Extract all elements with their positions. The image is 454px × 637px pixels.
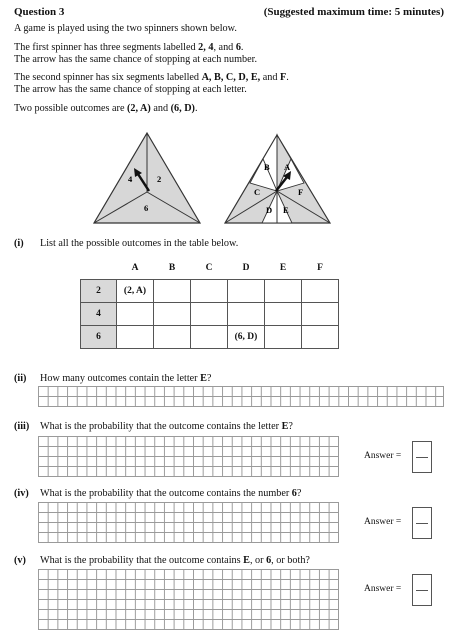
outcome-cell[interactable] <box>302 303 339 326</box>
column-header-e: E <box>265 257 302 280</box>
part-i-question: (i) List all the possible outcomes in the table below. <box>14 238 239 249</box>
part-iii-question: (iii) What is the probability that the outcome contains the letter E? <box>14 421 293 432</box>
column-header-a: A <box>117 257 154 280</box>
part-v-question: (v) What is the probability that the outcome contains E, or 6, or both? <box>14 555 310 566</box>
table-row <box>81 280 339 303</box>
spinner-2-label-c: C <box>254 187 261 197</box>
spinner-1-label-6: 6 <box>144 203 149 213</box>
outcome-cell[interactable] <box>302 280 339 303</box>
outcome-cell[interactable] <box>228 303 265 326</box>
answer-label-v: Answer = <box>364 584 402 594</box>
outcome-cell[interactable] <box>191 303 228 326</box>
column-header-c: C <box>191 257 228 280</box>
table-row <box>81 303 339 326</box>
intro-line-2: The first spinner has three segments labelled 2, 4, and 6. <box>14 42 244 53</box>
column-header-f: F <box>302 257 339 280</box>
outcome-cell[interactable] <box>117 326 154 349</box>
outcome-cell[interactable] <box>302 326 339 349</box>
answer-grid-iv[interactable] <box>38 502 339 543</box>
outcome-cell[interactable] <box>265 303 302 326</box>
outcome-cell[interactable]: (2, A) <box>117 280 154 303</box>
outcome-cell[interactable] <box>154 303 191 326</box>
answer-grid-ii[interactable] <box>38 386 444 407</box>
spinner-2-label-a: A <box>284 162 291 172</box>
row-header-6: 6 <box>81 326 117 349</box>
column-header-b: B <box>154 257 191 280</box>
spinner-2-label-f: F <box>298 187 304 197</box>
outcome-cell[interactable] <box>154 280 191 303</box>
answer-box-v[interactable] <box>412 574 432 606</box>
outcome-cell[interactable] <box>265 280 302 303</box>
spinner-2-label-b: B <box>264 162 270 172</box>
outcome-cell[interactable] <box>265 326 302 349</box>
answer-grid-v[interactable] <box>38 569 339 630</box>
spinner-2-label-e: E <box>283 205 289 215</box>
spinner-2-label-d: D <box>266 205 273 215</box>
spinner-1 <box>94 133 200 223</box>
outcomes-table <box>80 257 339 349</box>
outcome-cell[interactable]: (6, D) <box>228 326 265 349</box>
outcome-cell[interactable] <box>154 326 191 349</box>
spinner-1-label-4: 4 <box>128 174 133 184</box>
table-row <box>81 326 339 349</box>
row-header-2: 2 <box>81 280 117 303</box>
intro-line-5: The arrow has the same chance of stopping at each letter. <box>14 84 247 95</box>
outcome-cell[interactable] <box>191 280 228 303</box>
intro-line-4: The second spinner has six segments labelled A, B, C, D, E, and F. <box>14 72 289 83</box>
row-header-4: 4 <box>81 303 117 326</box>
intro-line-6: Two possible outcomes are (2, A) and (6, D). <box>14 103 198 114</box>
question-title: Question 3 <box>14 6 65 18</box>
spinners-figure <box>0 125 454 235</box>
answer-label-iii: Answer = <box>364 451 402 461</box>
intro-line-3: The arrow has the same chance of stopping at each number. <box>14 54 257 65</box>
part-ii-question: (ii) How many outcomes contain the letter E? <box>14 373 212 384</box>
answer-box-iv[interactable] <box>412 507 432 539</box>
column-header-d: D <box>228 257 265 280</box>
answer-box-iii[interactable] <box>412 441 432 473</box>
suggested-time: (Suggested maximum time: 5 minutes) <box>263 6 444 18</box>
answer-label-iv: Answer = <box>364 517 402 527</box>
part-iv-question: (iv) What is the probability that the outcome contains the number 6? <box>14 488 302 499</box>
outcome-cell[interactable] <box>228 280 265 303</box>
answer-grid-iii[interactable] <box>38 436 339 477</box>
outcome-cell[interactable] <box>191 326 228 349</box>
outcome-cell[interactable] <box>117 303 154 326</box>
intro-line-1: A game is played using the two spinners shown below. <box>14 23 237 34</box>
spinner-2 <box>225 135 330 223</box>
spinner-1-label-2: 2 <box>157 174 162 184</box>
